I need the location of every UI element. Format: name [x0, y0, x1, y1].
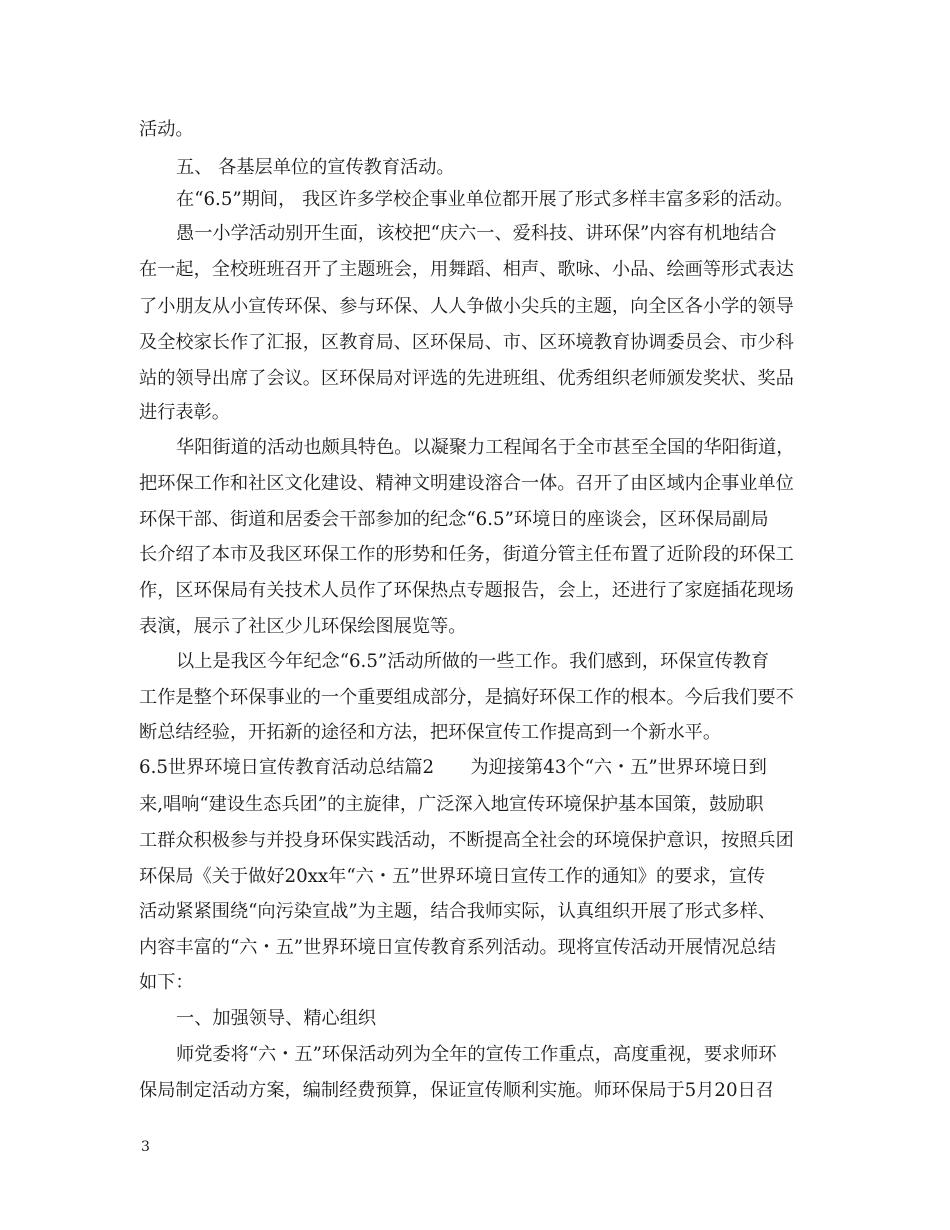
text-line: 站的领导出席了会议。区环保局对评选的先进班组、优秀组织老师颁发奖状、奖品 — [139, 368, 794, 389]
section-heading-one: 一、加强领导、精心组织 — [176, 1008, 377, 1029]
text-line: 保局制定活动方案，编制经费预算，保证宣传顺利实施。师环保局于5月20日召 — [139, 1080, 774, 1101]
text-line: 工群众积极参与并投身环保实践活动，不断提高全社会的环境保护意识，按照兵团 — [139, 830, 794, 851]
text-line: 环保干部、街道和居委会干部参加的纪念“6.5”环境日的座谈会，区环保局副局 — [139, 509, 769, 530]
text-line: 环保局《关于做好20xx年“六・五”世界环境日宣传工作的通知》的要求，宣传 — [139, 866, 766, 887]
text-line: 长介绍了本市及我区环保工作的形势和任务，街道分管主任布置了近阶段的环保工 — [139, 544, 794, 565]
text-line: 师党委将“六・五”环保活动列为全年的宣传工作重点，高度重视，要求师环 — [176, 1044, 777, 1065]
text-line: 把环保工作和社区文化建设、精神文明建设溶合一体。召开了由区域内企事业单位 — [139, 473, 794, 494]
section-title-line: 6.5世界环境日宣传教育活动总结篇2 为迎接第43个“六・五”世界环境日到 — [139, 757, 767, 778]
text-line: 在一起，全校班班召开了主题班会，用舞蹈、相声、歌咏、小品、绘画等形式表达 — [139, 259, 794, 280]
text-line: 工作是整个环保事业的一个重要组成部分，是搞好环保工作的根本。今后我们要不 — [139, 687, 794, 708]
text-line: 华阳街道的活动也颇具特色。以凝聚力工程闻名于全市甚至全国的华阳街道， — [176, 437, 795, 458]
text-line: 以上是我区今年纪念“6.5”活动所做的一些工作。我们感到，环保宣传教育 — [176, 651, 770, 672]
text-line: 活动紧紧围绕“向污染宣战”为主题，结合我师实际，认真组织开展了形式多样、 — [139, 901, 776, 922]
text-line: 活动。 — [139, 119, 194, 140]
text-line: 愚一小学活动别开生面，该校把“庆六一、爱科技、讲环保”内容有机地结合 — [176, 223, 777, 244]
text-line: 进行表彰。 — [139, 402, 230, 423]
text-line: 在“6.5”期间， 我区许多学校企事业单位都开展了形式多样丰富多彩的活动。 — [176, 189, 794, 210]
text-line: 了小朋友从小宣传环保、参与环保、人人争做小尖兵的主题，向全区各小学的领导 — [139, 296, 794, 317]
text-line: 内容丰富的“六・五”世界环境日宣传教育系列活动。现将宣传活动开展情况总结 — [139, 937, 776, 958]
page-number: 3 — [141, 1139, 150, 1155]
text-line: 表演，展示了社区少儿环保绘图展览等。 — [139, 616, 467, 637]
section-heading-five: 五、 各基层单位的宣传教育活动。 — [176, 157, 455, 178]
text-line: 及全校家长作了汇报，区教育局、区环保局、市、区环境教育协调委员会、市少科 — [139, 332, 794, 353]
text-line: 来,唱响“建设生态兵团”的主旋律，广泛深入地宣传环境保护基本国策，鼓励职 — [139, 794, 764, 815]
text-line: 如下： — [139, 972, 194, 993]
text-line: 断总结经验，开拓新的途径和方法，把环保宣传工作提高到一个新水平。 — [139, 722, 722, 743]
text-line: 作，区环保局有关技术人员作了环保热点专题报告，会上，还进行了家庭插花现场 — [139, 580, 794, 601]
